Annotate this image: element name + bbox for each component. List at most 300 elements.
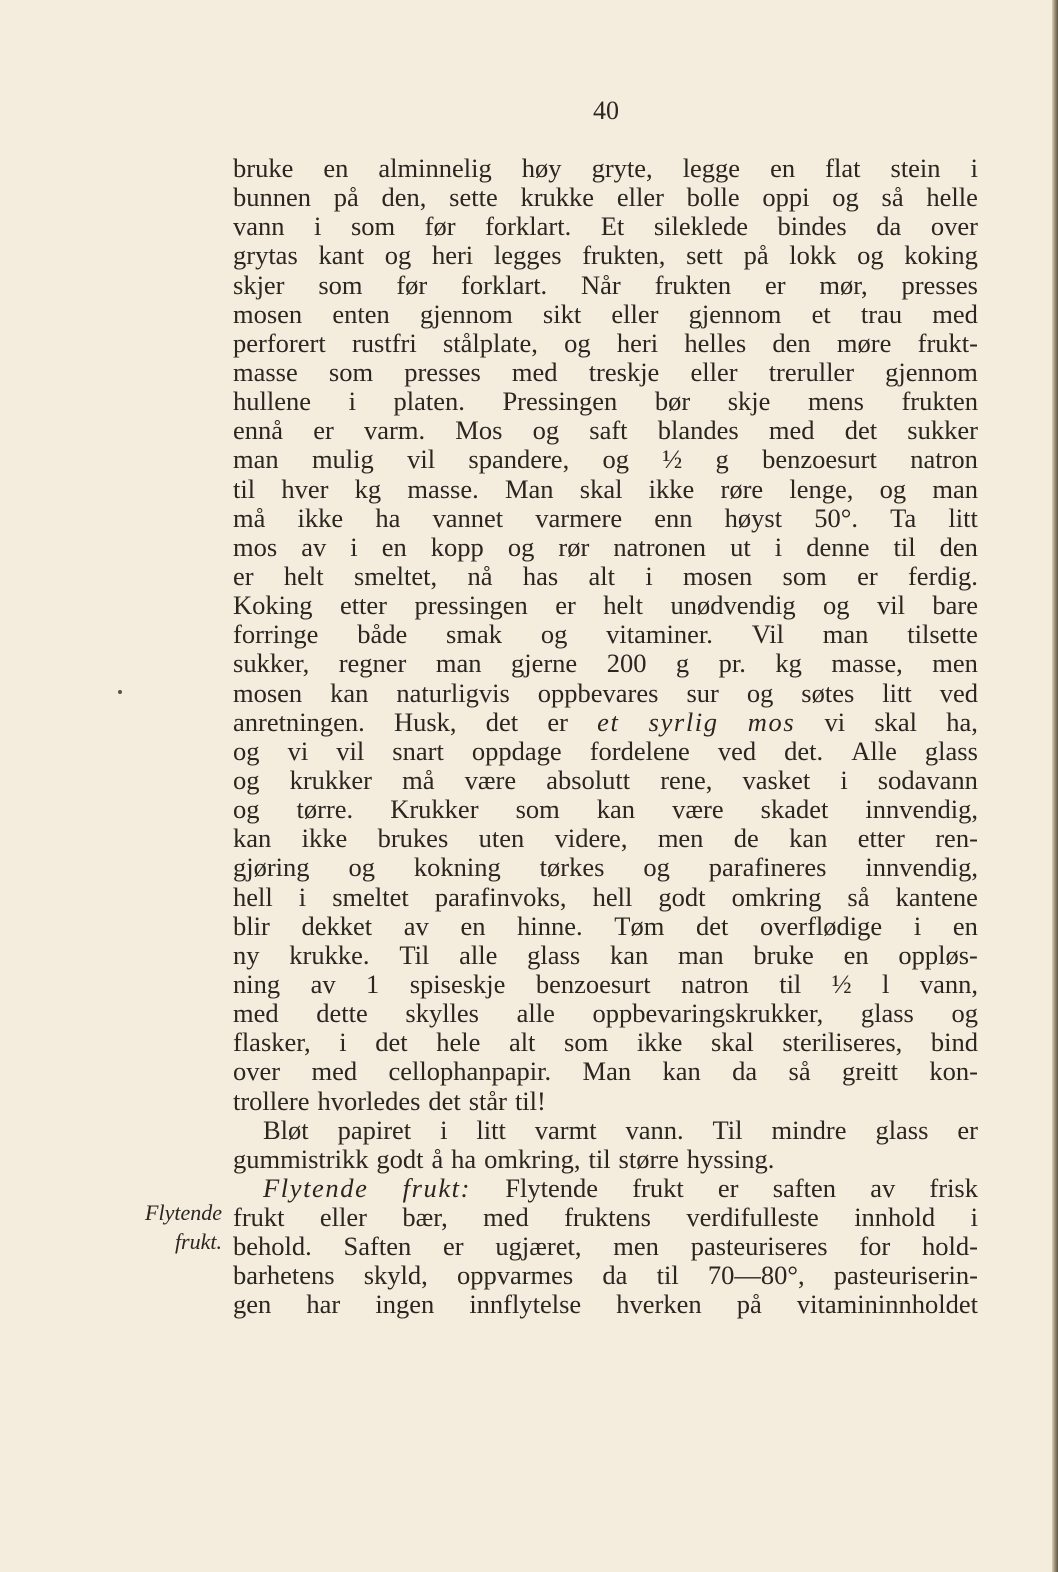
word: mindre [771,1114,847,1145]
word: skjer [233,269,285,300]
word: man [678,939,724,970]
word: med [311,1056,358,1087]
word: ny [233,939,260,970]
word: er [555,590,576,621]
word: flasker, [233,1027,311,1058]
text-line [233,271,978,300]
word: er [313,415,334,446]
word: kan [789,823,828,854]
text-line [233,1028,978,1057]
word: snart [392,735,444,766]
word: ut [730,531,751,562]
word: bruke [753,939,814,970]
word: krukke [520,182,595,213]
word: Flytende [263,1172,369,1203]
word: og [532,415,560,446]
word: kant [318,240,365,271]
word: i [970,1202,978,1233]
word: den [772,327,811,358]
word: på [736,1289,762,1320]
word: anretningen. [233,706,365,737]
word: med [932,298,978,329]
word: med [483,1202,529,1233]
word: Man [504,473,554,504]
word: og [857,240,884,271]
word: bare [932,590,978,621]
word: søtes [801,677,855,708]
word: mos [747,706,796,737]
page-number: 40 [593,96,619,125]
word: ha, [946,706,978,737]
word: rustfri [351,327,417,358]
word: stålplate, [442,327,538,358]
word: sur [686,677,719,708]
word: alle [516,998,555,1029]
word: tørkes [539,852,605,883]
word: over [930,211,978,242]
word: Pressingen [502,386,618,417]
word: er [764,269,786,300]
word: over [233,1056,281,1087]
word: den [939,531,978,562]
word: 50°. [814,502,858,533]
word: og [233,794,260,825]
text-line [233,649,978,678]
text-line [233,504,978,533]
word: alt [588,560,615,591]
word: hell [592,881,633,912]
margin-note-line-2: frukt. [174,1229,222,1255]
word: helles [684,327,747,358]
word: unødvendig [670,590,796,621]
word: 1 [366,968,380,999]
word: Vil [751,619,784,650]
word: er [857,560,878,591]
text-line [233,212,978,241]
word: bolle [686,182,740,213]
word: uten [478,823,525,854]
word: flat [825,153,861,183]
word: trau [860,298,903,329]
word: tørre. [296,794,354,825]
word: saften [772,1172,836,1203]
text-line [233,358,978,387]
word: Husk, [393,706,457,737]
word: den, [381,182,427,213]
word: større [618,1143,679,1174]
word: hyssing. [686,1143,775,1174]
word: legges [493,240,562,271]
text-line [233,708,978,737]
text-line [233,824,978,853]
word: et [811,298,831,329]
word: så [788,1056,811,1087]
word: benzoesurt [535,968,651,999]
word: barhetens [233,1260,335,1291]
word: det. [784,735,824,766]
word: alle [459,939,498,970]
text-line [233,1116,978,1145]
text-line [233,941,978,970]
word: innhold [854,1202,936,1233]
text-line [233,1087,978,1116]
word: som [515,794,560,825]
text-line [233,1261,978,1290]
word: vi [824,706,846,737]
word: oppbevaringskrukker, [592,998,824,1029]
word: kan [330,677,369,708]
word: presses [404,356,481,387]
word: og [348,852,375,883]
word: litt [948,502,978,533]
word: glass [860,998,914,1029]
text-line [233,1232,978,1261]
word: frukt- [917,327,978,358]
word: skyld, [363,1260,428,1291]
word: syrlig [648,706,719,737]
text-line [233,300,978,329]
word: pressingen [414,590,528,621]
word: Ta [890,502,917,533]
word: mosen [233,677,303,708]
word: glass [875,1114,929,1145]
word: treruller [768,356,855,387]
word: masse [233,356,298,387]
word: litt [476,1114,506,1145]
word: hold- [922,1231,978,1262]
word: eller [690,356,738,387]
margin-note [112,1198,222,1256]
word: natron [681,968,749,999]
word: 200 [606,648,647,679]
word: tilsette [907,619,978,650]
word: frukt: [402,1172,472,1203]
word: pr. [718,648,746,679]
word: sikt [542,298,582,329]
word: både [357,619,408,650]
word: til [779,968,802,999]
word: spandere, [468,444,570,475]
word: men [613,1231,659,1262]
text-line [233,1145,978,1174]
word: 70—80°, [707,1260,805,1291]
word: og [540,619,568,650]
word: greitt [842,1056,898,1087]
word: med [511,356,558,387]
word: skal [711,1027,754,1058]
word: etter [857,823,905,854]
word: sette [449,182,498,213]
word: heri [616,327,659,358]
word: i [970,153,978,183]
word: oppi [762,182,810,213]
word: kon- [929,1056,978,1087]
word: man [822,619,869,650]
text-line [233,853,978,882]
word: bindes [777,211,847,242]
word: videre, [554,823,628,854]
word: hverken [616,1289,702,1320]
word: være [464,764,517,795]
text-line [233,970,978,999]
word: l [882,968,890,999]
word: rene, [660,764,713,795]
word: gen [233,1289,272,1320]
word: mos [233,531,278,562]
word: frukten, [582,240,666,271]
word: vann, [919,968,978,999]
word: som [328,356,374,387]
text-line [233,1203,978,1232]
word: det [844,415,878,446]
word: så [847,881,870,912]
word: bær, [402,1202,448,1233]
word: en [952,910,978,941]
word: legge [682,153,741,183]
text-line [233,766,978,795]
word: hvorledes [317,1085,421,1116]
word: man [435,648,482,679]
word: og [643,852,670,883]
word: vil [336,735,365,766]
word: av [403,910,429,941]
text-line [233,241,978,270]
word: oppløs- [898,939,978,970]
word: omkring [731,881,822,912]
word: høy [521,153,562,183]
word: helt [603,590,644,621]
word: verdifulleste [686,1202,819,1233]
word: Alle [851,735,897,766]
word: skal [579,473,623,504]
word: hullene [233,386,311,417]
word: i [774,531,783,562]
word: parafinvoks, [434,881,567,912]
word: kantene [895,881,978,912]
word: gjennom [419,298,513,329]
word: til [233,473,256,504]
word: det [695,910,729,941]
page-edge-shadow [1052,0,1058,1572]
word: vannet [432,502,504,533]
text-line [233,329,978,358]
text-line [233,1174,978,1203]
word: gryte, [591,153,653,183]
word: forklart. [485,211,572,242]
word: bind [930,1027,978,1058]
word: av [301,531,327,562]
word: før [424,211,456,242]
word: skadet [760,794,829,825]
word: perforert [233,327,326,358]
word: med [768,415,815,446]
word: forklart. [461,269,548,300]
word: mosen [233,298,303,329]
word: alminnelig [378,153,492,183]
text-line [233,620,978,649]
word: og [879,473,907,504]
word: Når [581,269,621,300]
word: må [402,764,435,795]
word: sodavann [877,764,978,795]
word: i [350,531,358,562]
word: natronen [613,531,707,562]
word: vitaminer. [606,619,713,650]
word: som [782,560,827,591]
word: litt [882,677,912,708]
word: pasteuriseres [690,1231,828,1262]
word: og [233,735,260,766]
word: natron [910,444,978,475]
word: innvendig, [865,852,978,883]
word: så [881,182,904,213]
word: ning [233,968,281,999]
print-speck [118,690,122,694]
word: Til [712,1114,743,1145]
word: en [770,153,796,183]
word: som [350,211,396,242]
word: er [443,1231,464,1262]
word: overflødige [760,910,883,941]
word: stein [890,153,941,183]
word: fordelene [589,735,690,766]
word: å [431,1143,444,1174]
word: hinne. [517,910,583,941]
word: helt [283,560,324,591]
word: i [348,386,356,417]
word: krukke. [289,939,370,970]
word: frukten [901,386,978,417]
word: er [717,1172,739,1203]
word: til [893,531,916,562]
word: møre [836,327,892,358]
word: godt [376,1143,424,1174]
text-line [233,1057,978,1086]
word: skje [727,386,771,417]
word: heri [431,240,474,271]
word: blandes [657,415,739,446]
text-line [233,533,978,562]
word: ½ [662,444,683,475]
word: er [233,560,254,591]
word: vitamininnholdet [796,1289,978,1320]
word: vil [407,444,436,475]
word: helle [926,182,978,213]
word: gjøring [233,852,310,883]
word: Tøm [614,910,665,941]
word: saft [589,415,628,446]
word: vil [876,590,905,621]
word: og [951,998,978,1029]
word: rør [558,531,590,562]
word: i [840,764,848,795]
word: i [440,1114,448,1145]
word: Bløt [263,1114,309,1145]
word: man [233,444,279,475]
text-line [233,912,978,941]
word: og [602,444,630,475]
word: en [460,910,486,941]
word: spiseskje [409,968,506,999]
word: innvendig, [865,794,978,825]
word: til [656,1260,679,1291]
word: Koking [233,590,313,621]
word: frukt [632,1172,684,1203]
word: forringe [233,619,319,650]
word: vasket [742,764,811,795]
word: det [428,1085,461,1116]
word: Flytende [505,1172,598,1203]
word: og [507,531,535,562]
text-line [233,445,978,474]
word: Til [399,939,430,970]
word: smeltet, [354,560,438,591]
word: behold. [233,1231,312,1262]
word: ikke [301,823,348,854]
word: men [932,648,978,679]
word: av [870,1172,896,1203]
word: ferdig. [907,560,978,591]
word: has [522,560,559,591]
word: ennå [233,415,284,446]
word: ikke [297,502,344,533]
word: før [396,269,428,300]
word: da [602,1260,628,1291]
word: dette [316,998,368,1029]
word: sett [686,240,723,271]
text-line [233,183,978,212]
text-line [233,562,978,591]
word: g [715,444,729,475]
word: presses [901,269,978,300]
text-line [233,591,978,620]
word: men [657,823,704,854]
word: sukker, [233,648,310,679]
word: mosen [683,560,753,591]
word: blir [233,910,270,941]
word: og [564,327,591,358]
word: kan [609,939,649,970]
word: brukes [377,823,449,854]
word: papiret [337,1114,412,1145]
word: en [843,939,869,970]
text-line [233,387,978,416]
word: vann. [625,1114,684,1145]
word: da [876,211,902,242]
word: og [233,764,260,795]
word: må [233,502,266,533]
word: ingen [375,1289,435,1320]
word: kg [354,473,382,504]
word: Man [582,1056,632,1087]
word: av [310,968,336,999]
word: røre [720,473,764,504]
word: ren- [935,823,978,854]
word: det [485,706,519,737]
word: en [381,531,407,562]
word: godt [658,881,706,912]
word: smak [446,619,502,650]
text-line [233,1290,978,1319]
word: enn [654,502,693,533]
word: i [913,910,922,941]
word: et [597,706,620,737]
word: varmere [535,502,623,533]
word: fruktens [564,1202,651,1233]
word: omkring, [484,1143,581,1174]
word: i [298,881,307,912]
text-line [233,475,978,504]
